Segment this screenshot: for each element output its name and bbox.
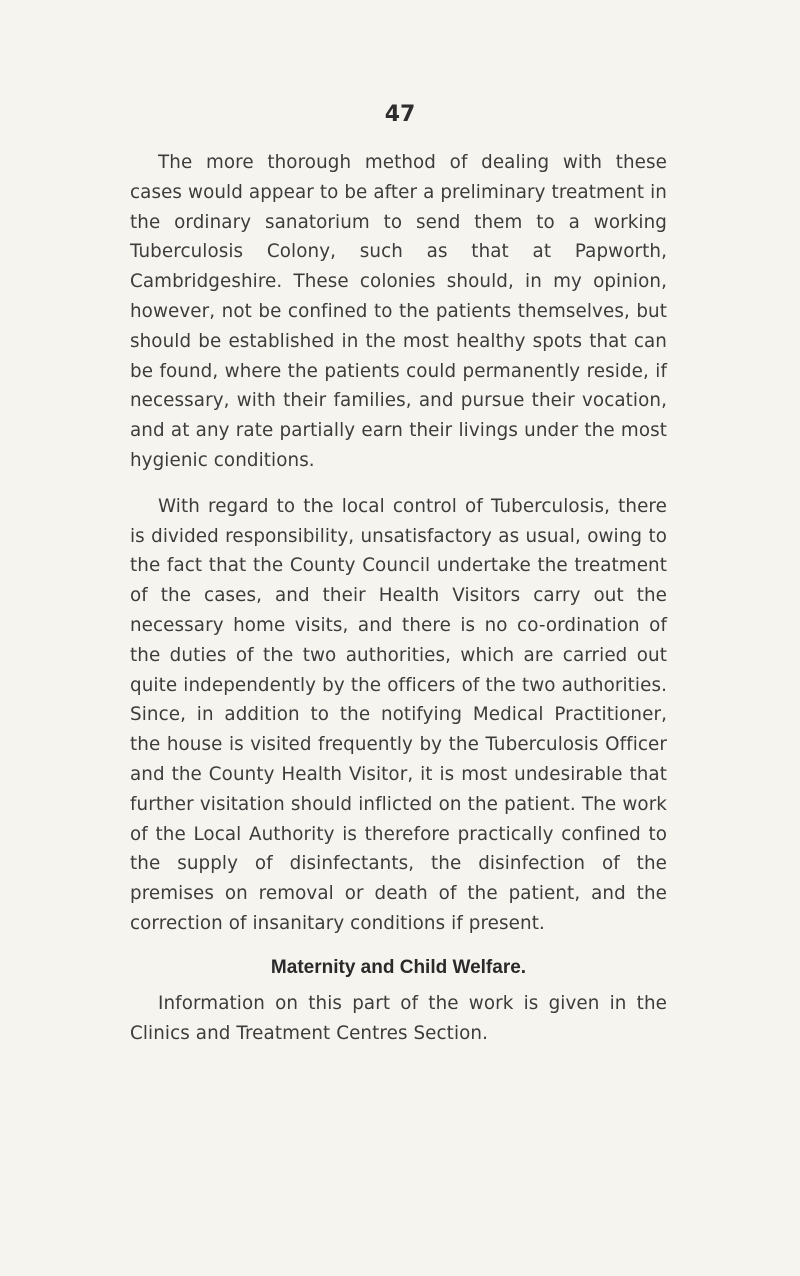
paragraph-maternity-info: Information on this part of the work is given in the Clinics and Treatment Centres Section. <box>130 992 667 1044</box>
section-heading-maternity: Maternity and Child Welfare. <box>270 956 527 978</box>
paragraph-local-control: With regard to the local control of Tuberculosis, there is divided responsibility, unsatisfactory as usual, owing to the fact that the County Council undertake the treatment of the cases, and their Health Visitors carry out the necessary home visits, and there is no co-ordination of the duties of the two authorities, which are carried out quite independently by the officers of the two authorities. Since, in addition to the notifying Medical Practitioner, the house is visited frequently by the Tuberculosis Officer and the County Health Visitor, it is most undesirable that further visitation should inflicted on the patient. The work of the Local Authority is therefore practically confined to the supply of disinfectants, the disinfection of the premises on removal or death of the patient, and the correction of insanitary conditions if present. <box>130 495 667 934</box>
page-content <box>130 148 667 1048</box>
page-number: 47 <box>384 102 416 127</box>
paragraph-tuberculosis-colony: The more thorough method of dealing with these cases would appear to be after a preliminary treatment in the ordinary sanatorium to send them to a working Tuberculosis Colony, such as that at Papworth, Cambridgeshire. These colonies should, in my opinion, however, not be confined to the patients themselves, but should be established in the most healthy spots that can be found, where the patients could permanently reside, if necessary, with their families, and pursue their vocation, and at any rate partially earn their livings under the most hygienic conditions. <box>130 152 667 471</box>
